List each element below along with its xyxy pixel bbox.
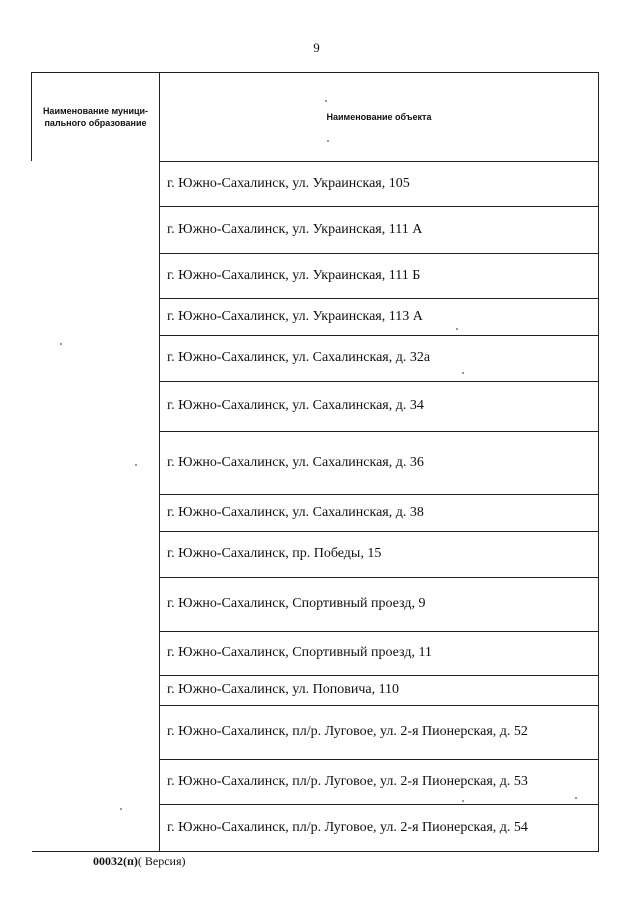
object-cell: г. Южно-Сахалинск, ул. Сахалинская, д. 36 xyxy=(160,431,599,494)
header-municipality-label: Наименование муници- пального образование xyxy=(42,106,149,128)
table-row xyxy=(32,381,599,431)
table-row xyxy=(32,804,599,851)
object-cell: г. Южно-Сахалинск, пл/р. Луговое, ул. 2-я Пионерская, д. 54 xyxy=(160,804,599,851)
page-number: 9 xyxy=(313,40,320,55)
header-municipality xyxy=(32,73,160,162)
municipality-cell xyxy=(32,804,160,851)
municipality-cell xyxy=(32,206,160,253)
table-row xyxy=(32,531,599,577)
document-footer xyxy=(93,854,186,869)
object-cell: г. Южно-Сахалинск, Спортивный проезд, 9 xyxy=(160,577,599,631)
municipality-cell xyxy=(32,577,160,631)
object-cell: г. Южно-Сахалинск, пл/р. Луговое, ул. 2-я Пионерская, д. 52 xyxy=(160,705,599,759)
municipality-cell xyxy=(32,675,160,705)
municipality-cell xyxy=(32,335,160,381)
municipality-cell xyxy=(32,631,160,675)
table-row xyxy=(32,631,599,675)
municipality-cell xyxy=(32,381,160,431)
table-row xyxy=(32,759,599,804)
object-cell: г. Южно-Сахалинск, ул. Украинская, 111 А xyxy=(160,206,599,253)
scan-speck xyxy=(325,100,327,102)
object-cell: г. Южно-Сахалинск, ул. Сахалинская, д. 38 xyxy=(160,494,599,531)
table-row xyxy=(32,335,599,381)
table-row xyxy=(32,206,599,253)
scan-speck xyxy=(135,464,137,466)
object-cell: г. Южно-Сахалинск, ул. Поповича, 110 xyxy=(160,675,599,705)
table-row xyxy=(32,161,599,206)
object-cell: г. Южно-Сахалинск, пл/р. Луговое, ул. 2-я Пионерская, д. 53 xyxy=(160,759,599,804)
header-object xyxy=(160,73,599,162)
object-cell: г. Южно-Сахалинск, ул. Украинская, 105 xyxy=(160,161,599,206)
object-cell: г. Южно-Сахалинск, ул. Сахалинская, д. 32а xyxy=(160,335,599,381)
municipality-cell xyxy=(32,705,160,759)
object-cell: г. Южно-Сахалинск, пр. Победы, 15 xyxy=(160,531,599,577)
municipality-cell xyxy=(32,759,160,804)
table-row xyxy=(32,253,599,298)
municipality-cell xyxy=(32,431,160,494)
municipality-cell xyxy=(32,161,160,206)
document-version: ( Версия) xyxy=(137,854,186,868)
document-code: 00032(п) xyxy=(93,854,138,868)
municipality-cell xyxy=(32,253,160,298)
table-row xyxy=(32,675,599,705)
scan-speck xyxy=(327,140,329,142)
table-row xyxy=(32,705,599,759)
municipality-cell xyxy=(32,494,160,531)
object-cell: г. Южно-Сахалинск, ул. Украинская, 111 Б xyxy=(160,253,599,298)
municipality-cell xyxy=(32,298,160,335)
scan-speck xyxy=(575,797,577,799)
header-object-label: Наименование объекта xyxy=(326,111,432,122)
object-cell: г. Южно-Сахалинск, ул. Украинская, 113 А xyxy=(160,298,599,335)
table-row xyxy=(32,494,599,531)
table-row xyxy=(32,298,599,335)
scan-speck xyxy=(462,372,464,374)
objects-table xyxy=(31,72,599,852)
object-cell: г. Южно-Сахалинск, ул. Сахалинская, д. 34 xyxy=(160,381,599,431)
scan-speck xyxy=(120,808,122,810)
scan-speck xyxy=(456,328,458,330)
municipality-cell xyxy=(32,531,160,577)
scan-speck xyxy=(462,800,464,802)
table-header-row xyxy=(32,73,599,162)
table-row xyxy=(32,577,599,631)
table-row xyxy=(32,431,599,494)
scan-speck xyxy=(60,343,62,345)
object-cell: г. Южно-Сахалинск, Спортивный проезд, 11 xyxy=(160,631,599,675)
